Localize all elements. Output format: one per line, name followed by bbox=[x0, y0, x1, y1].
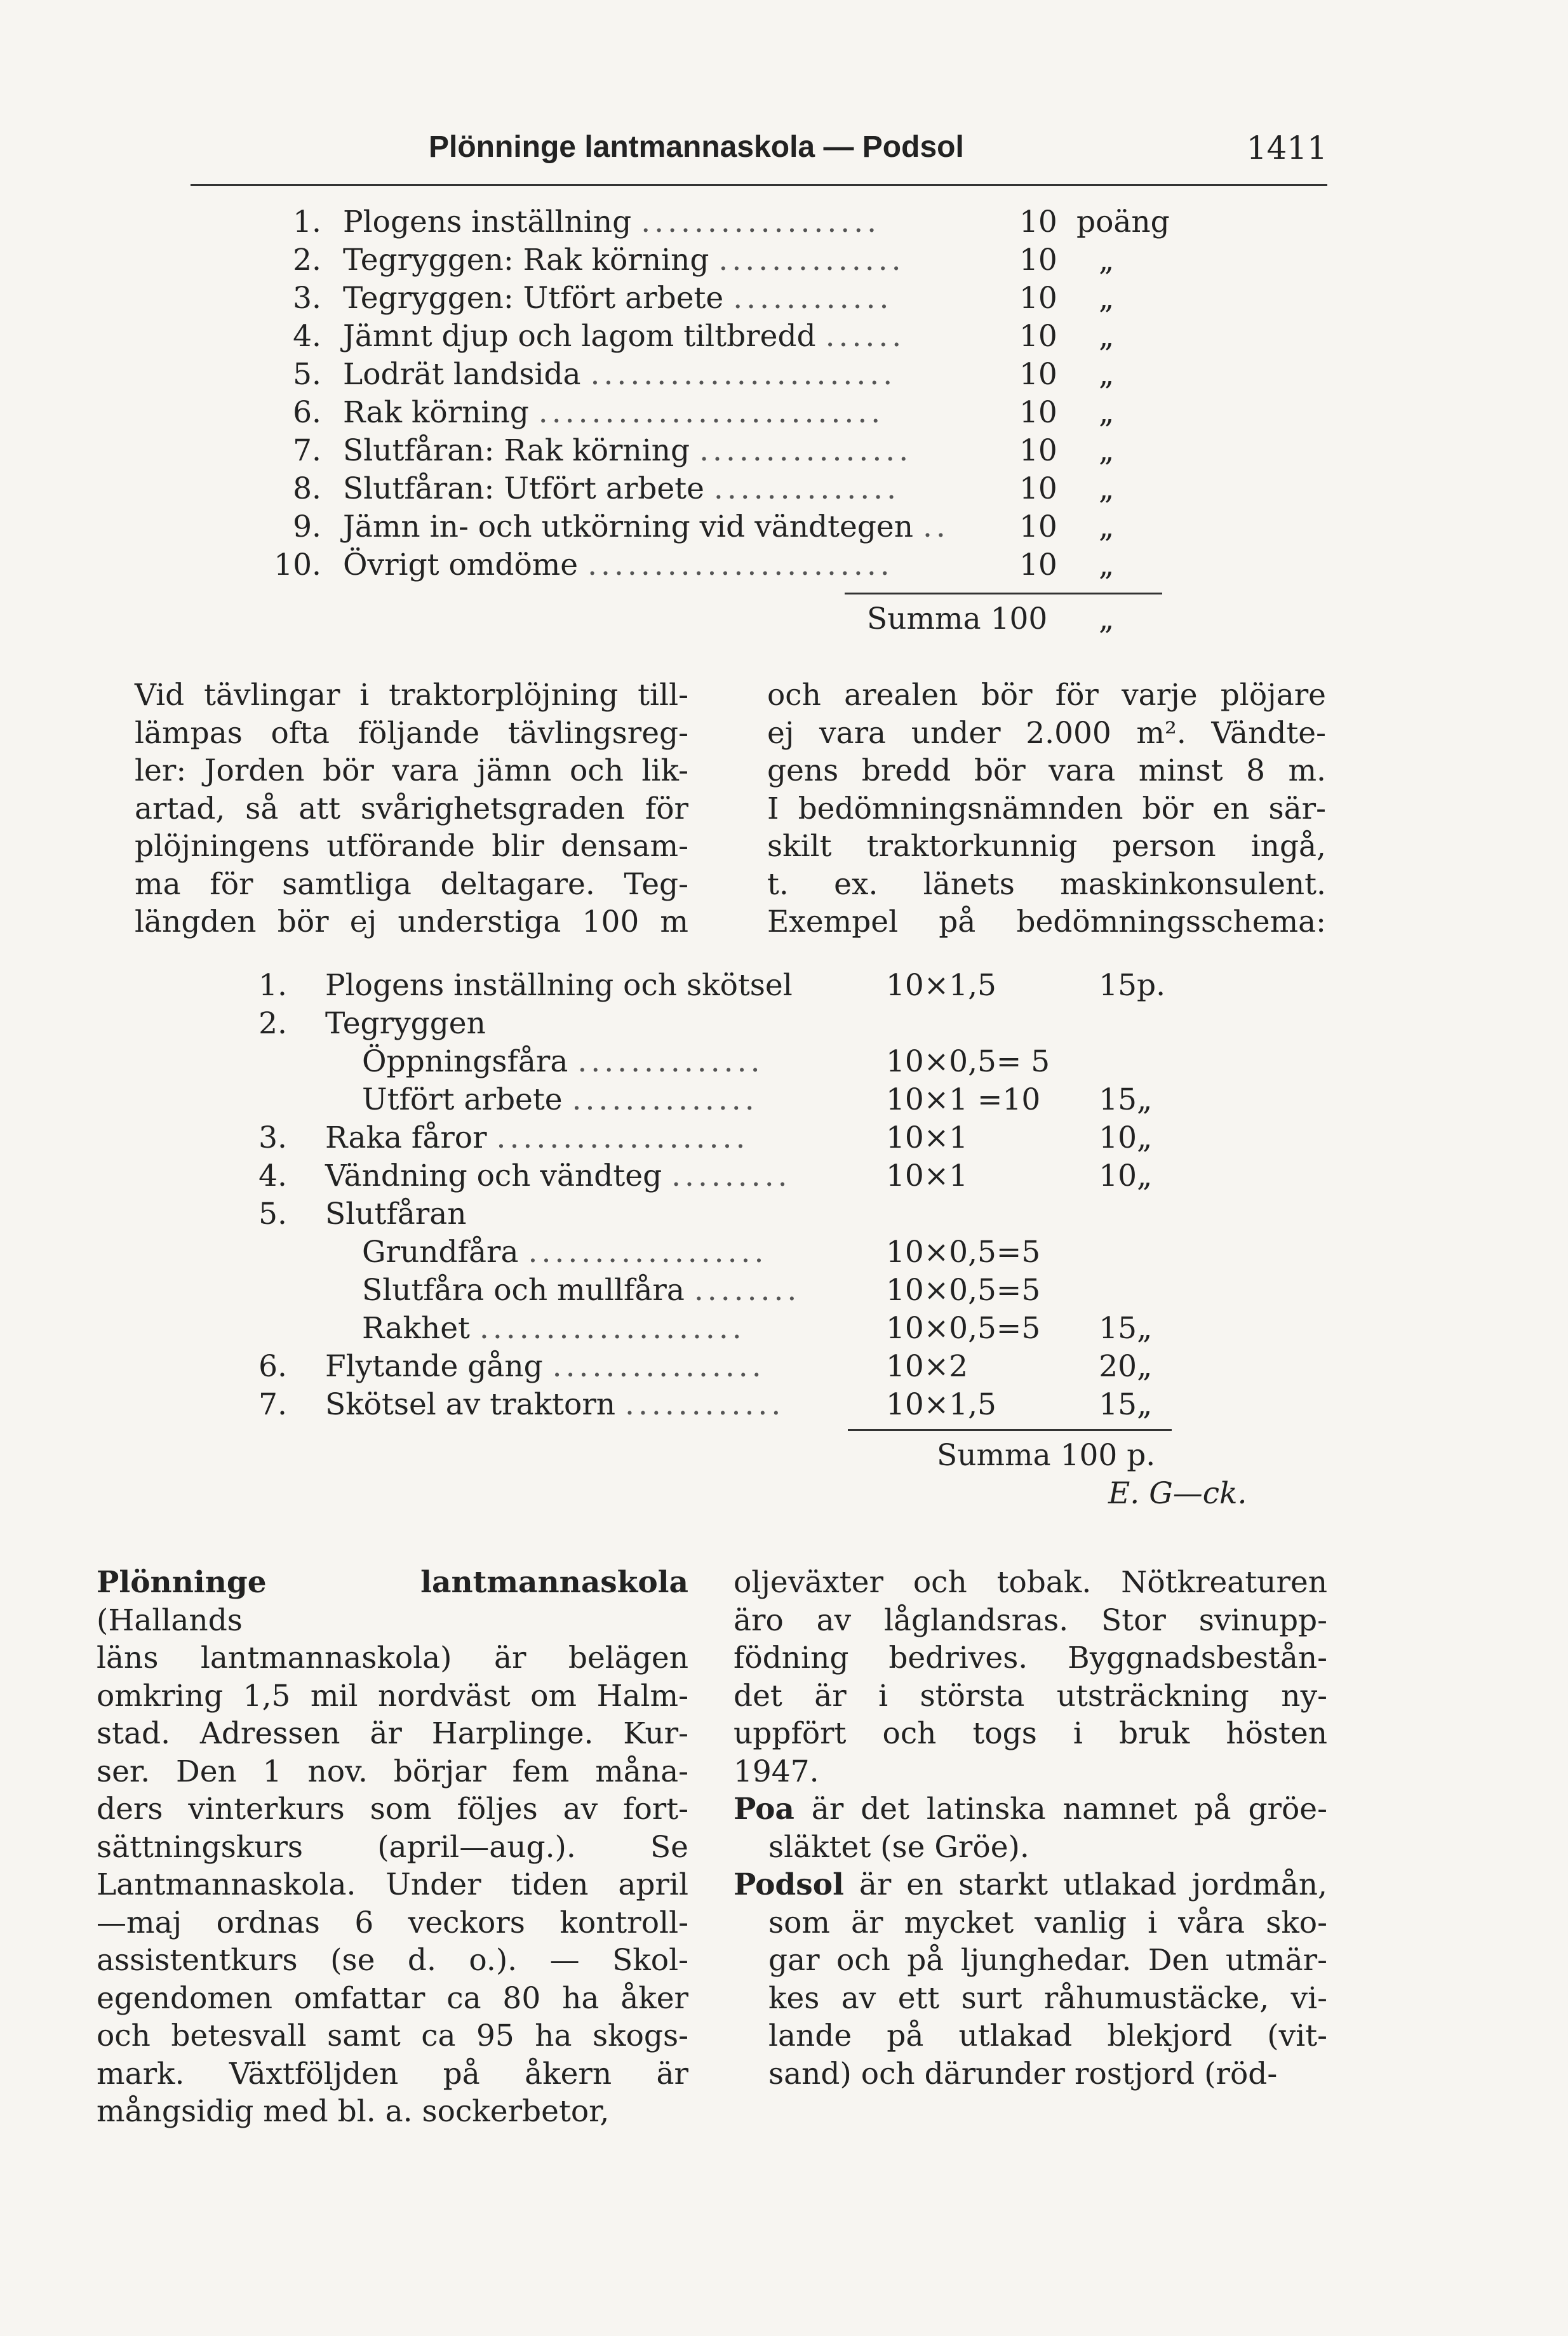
entry-headword: Poa bbox=[734, 1792, 794, 1827]
item-unit: „ bbox=[1137, 1387, 1153, 1422]
item-label bbox=[325, 967, 793, 1005]
item-label-text: Grundfåra bbox=[362, 1235, 519, 1270]
text-segment: stad. Adressen är Harplinge. Kur- bbox=[97, 1716, 688, 1751]
item-label-text: Plogens inställning och skötsel bbox=[325, 968, 793, 1003]
text-line: artad, så att svårighetsgraden för bbox=[135, 791, 688, 826]
sum-label-1: Summa 100 bbox=[867, 601, 1048, 636]
leader-dots: ................ bbox=[699, 433, 913, 468]
item-unit: „ bbox=[1099, 547, 1115, 582]
text-segment: omkring 1,5 mil nordväst om Halm- bbox=[97, 1678, 688, 1714]
text-line bbox=[97, 2093, 688, 2131]
item-label-text: Slutfåran bbox=[325, 1197, 467, 1232]
paragraph-competition-rules-right bbox=[767, 676, 1326, 941]
item-points: 10 bbox=[1019, 433, 1057, 468]
item-label bbox=[362, 1272, 800, 1310]
item-number: 1. bbox=[258, 968, 287, 1003]
item-label-text: Slutfåra och mullfåra bbox=[362, 1273, 685, 1308]
item-label bbox=[325, 1157, 791, 1195]
item-label bbox=[343, 279, 892, 318]
text-line: 1947. bbox=[734, 1754, 819, 1789]
item-number: 1. bbox=[293, 205, 321, 239]
text-line bbox=[97, 2017, 688, 2055]
item-number: 5. bbox=[293, 357, 321, 392]
text-line: det är i största utsträckning ny- bbox=[734, 1678, 1327, 1714]
text-segment: ser. Den 1 nov. börjar fem måna- bbox=[97, 1754, 688, 1789]
leader-dots: .............. bbox=[572, 1082, 758, 1117]
text-line: skilt traktorkunnig person ingå, bbox=[767, 829, 1326, 864]
item-number: 7. bbox=[293, 433, 321, 468]
item-formula: 10×0,5=5 bbox=[886, 1273, 1041, 1308]
text-segment: som är mycket vanlig i våra sko- bbox=[768, 1905, 1327, 1940]
item-label bbox=[362, 1081, 758, 1119]
leader-dots: ....................... bbox=[590, 357, 897, 392]
leader-dots: .......................... bbox=[538, 395, 885, 430]
text-segment: ders vinterkurs som följes av fort- bbox=[97, 1792, 688, 1827]
sum-rule-2 bbox=[848, 1429, 1172, 1431]
item-label bbox=[325, 1348, 765, 1386]
text-line: I bedömningsnämnden bör en sär- bbox=[767, 791, 1326, 826]
text-line bbox=[734, 1904, 1327, 1942]
item-label-text: Skötsel av traktorn bbox=[325, 1387, 616, 1422]
text-line bbox=[734, 2017, 1327, 2055]
item-points: 15 bbox=[1099, 1387, 1137, 1422]
item-points: 15 bbox=[1099, 1311, 1137, 1346]
item-number: 4. bbox=[293, 319, 321, 354]
text-line bbox=[734, 1829, 1327, 1867]
item-points: 10 bbox=[1019, 395, 1057, 430]
item-label bbox=[343, 203, 880, 241]
leader-dots: ................... bbox=[496, 1120, 749, 1155]
item-unit: „ bbox=[1099, 395, 1115, 430]
item-unit: „ bbox=[1137, 1311, 1153, 1346]
leader-dots: ............ bbox=[625, 1387, 785, 1422]
text-line bbox=[97, 1715, 688, 1753]
text-line bbox=[97, 1866, 688, 1904]
text-line bbox=[734, 1866, 1327, 1904]
item-label bbox=[325, 1386, 784, 1424]
item-number: 3. bbox=[293, 281, 321, 316]
item-label-text: Tegryggen: Rak körning bbox=[343, 243, 709, 278]
page-header bbox=[191, 130, 1327, 174]
leader-dots: .............. bbox=[713, 471, 901, 506]
item-number: 5. bbox=[258, 1197, 287, 1232]
text-line bbox=[97, 1564, 688, 1639]
text-segment: Lantmannaskola. Under tiden april bbox=[97, 1867, 688, 1902]
table-row bbox=[241, 1272, 1194, 1310]
item-formula: 10×1 bbox=[886, 1120, 968, 1155]
item-unit: „ bbox=[1099, 471, 1115, 506]
text-line: lämpas ofta följande tävlingsreg- bbox=[135, 715, 688, 751]
table-row bbox=[241, 1310, 1194, 1348]
item-label bbox=[343, 432, 912, 470]
leader-dots: .................... bbox=[479, 1311, 746, 1346]
item-label-text: Utfört arbete bbox=[362, 1082, 563, 1117]
text-segment: lande på utlakad blekjord (vit- bbox=[768, 2018, 1327, 2053]
item-number: 10. bbox=[274, 547, 321, 582]
item-points: 15 bbox=[1099, 1082, 1137, 1117]
item-label-text: Jämnt djup och lagom tiltbredd bbox=[343, 319, 816, 354]
item-label-text: Tegryggen bbox=[325, 1006, 486, 1041]
running-title: Plönninge lantmannaskola — Podsol bbox=[429, 130, 964, 164]
item-label bbox=[343, 546, 894, 584]
item-label bbox=[343, 508, 949, 546]
text-segment: är det latinska namnet på gröe- bbox=[794, 1792, 1327, 1827]
item-points: 10 bbox=[1019, 319, 1057, 354]
item-label-text: Övrigt omdöme bbox=[343, 547, 579, 582]
item-label bbox=[343, 318, 905, 356]
table-row bbox=[260, 241, 1162, 279]
item-label-text: Jämn in- och utkörning vid vändtegen bbox=[343, 509, 914, 544]
leader-dots: .............. bbox=[577, 1044, 764, 1079]
text-segment: och betesvall samt ca 95 ha skogs- bbox=[97, 2018, 688, 2053]
text-line bbox=[97, 1942, 688, 1980]
table-row bbox=[260, 508, 1162, 546]
item-label-text: Slutfåran: Rak körning bbox=[343, 433, 690, 468]
entries-poa-podsol bbox=[734, 1564, 1327, 2093]
text-line bbox=[97, 1639, 688, 1677]
text-line: ma för samtliga deltagare. Teg- bbox=[135, 866, 688, 902]
item-formula: 10×1,5 bbox=[886, 1387, 996, 1422]
text-line bbox=[734, 1980, 1327, 2018]
item-points: 10 bbox=[1019, 205, 1057, 239]
item-number: 7. bbox=[258, 1387, 287, 1422]
item-number: 3. bbox=[258, 1120, 287, 1155]
leader-dots: .. bbox=[922, 509, 949, 544]
item-points: 10 bbox=[1019, 243, 1057, 278]
item-number: 9. bbox=[293, 509, 321, 544]
item-points: 10 bbox=[1019, 547, 1057, 582]
table-row bbox=[260, 356, 1162, 394]
text-segment: läns lantmannaskola) är belägen bbox=[97, 1641, 688, 1675]
item-label-text: Tegryggen: Utfört arbete bbox=[343, 281, 724, 316]
item-label-text: Vändning och vändteg bbox=[325, 1158, 662, 1193]
item-unit: „ bbox=[1137, 1158, 1153, 1193]
leader-dots: ....................... bbox=[587, 547, 894, 582]
table-row bbox=[241, 1081, 1194, 1119]
item-formula: 10×1 bbox=[886, 1158, 968, 1193]
item-formula: 10×0,5=5 bbox=[886, 1235, 1041, 1270]
text-line: födning bedrives. Byggnadsbestån- bbox=[734, 1641, 1327, 1675]
table-row bbox=[241, 1386, 1194, 1424]
text-line: äro av låglandsras. Stor svinupp- bbox=[734, 1602, 1327, 1638]
item-number: 6. bbox=[258, 1349, 287, 1384]
item-formula: 10×1,5 bbox=[886, 968, 996, 1003]
item-label bbox=[343, 241, 905, 279]
entry-headword: Podsol bbox=[734, 1867, 844, 1902]
table-row bbox=[260, 546, 1162, 584]
item-points: 10 bbox=[1099, 1158, 1137, 1193]
text-line: uppfört och togs i bruk hösten bbox=[734, 1716, 1327, 1751]
item-unit: „ bbox=[1137, 1349, 1153, 1384]
item-points: 15 bbox=[1099, 968, 1137, 1003]
item-formula: 10×0,5=5 bbox=[886, 1311, 1041, 1346]
item-formula: 10×2 bbox=[886, 1349, 968, 1384]
text-segment: kes av ett surt råhumustäcke, vi- bbox=[768, 1980, 1327, 2016]
text-line bbox=[734, 2055, 1327, 2093]
text-line bbox=[734, 1790, 1327, 1829]
text-segment: sand) och därunder rostjord (röd- bbox=[768, 2056, 1278, 2091]
item-unit: „ bbox=[1099, 357, 1115, 392]
item-label bbox=[325, 1005, 486, 1043]
text-line bbox=[97, 1790, 688, 1829]
item-formula: 10×1 =10 bbox=[886, 1082, 1041, 1117]
item-label bbox=[362, 1310, 746, 1348]
text-line bbox=[97, 1753, 688, 1791]
item-label bbox=[343, 394, 884, 432]
item-unit: „ bbox=[1099, 509, 1115, 544]
item-label-text: Öppningsfåra bbox=[362, 1044, 568, 1079]
sum-unit-1: „ bbox=[1099, 601, 1115, 636]
text-segment: —maj ordnas 6 veckors kontroll- bbox=[97, 1905, 688, 1940]
text-line: och arealen bör för varje plöjare bbox=[767, 678, 1326, 713]
leader-dots: ......... bbox=[671, 1158, 791, 1193]
header-rule bbox=[191, 184, 1327, 186]
table-row bbox=[260, 279, 1162, 318]
item-unit: poäng bbox=[1076, 205, 1170, 239]
text-line: Exempel på bedömningsschema: bbox=[767, 904, 1326, 939]
text-line: plöjningens utförande blir densam- bbox=[135, 829, 688, 864]
item-formula: 10×0,5= 5 bbox=[886, 1044, 1050, 1079]
table-row bbox=[260, 394, 1162, 432]
text-segment: gar och på ljunghedar. Den utmär- bbox=[768, 1943, 1327, 1978]
text-line: oljeväxter och tobak. Nötkreaturen bbox=[734, 1565, 1327, 1600]
paragraph-competition-rules-left bbox=[135, 676, 688, 941]
item-label bbox=[343, 470, 900, 508]
entry-headword: Plönninge lantmannaskola bbox=[97, 1565, 688, 1600]
item-points: 10 bbox=[1019, 357, 1057, 392]
table-row bbox=[241, 1348, 1194, 1386]
item-number: 4. bbox=[258, 1158, 287, 1193]
item-points: 10 bbox=[1099, 1120, 1137, 1155]
item-label-text: Rakhet bbox=[362, 1311, 470, 1346]
item-label-text: Raka fåror bbox=[325, 1120, 487, 1155]
text-line bbox=[97, 1677, 688, 1715]
table-row bbox=[260, 470, 1162, 508]
scoring-table-1 bbox=[260, 203, 1170, 584]
item-number: 6. bbox=[293, 395, 321, 430]
item-label-text: Slutfåran: Utfört arbete bbox=[343, 471, 704, 506]
table-row bbox=[241, 967, 1194, 1005]
item-number: 8. bbox=[293, 471, 321, 506]
item-unit: „ bbox=[1099, 281, 1115, 316]
leader-dots: ................ bbox=[552, 1349, 765, 1384]
table-row bbox=[241, 1119, 1194, 1157]
text-segment: assistentkurs (se d. o.). — Skol- bbox=[97, 1943, 688, 1978]
text-line bbox=[97, 1904, 688, 1942]
text-line bbox=[97, 2055, 688, 2093]
text-line: gens bredd bör vara minst 8 m. bbox=[767, 753, 1326, 788]
item-unit: „ bbox=[1137, 1120, 1153, 1155]
item-label bbox=[362, 1043, 764, 1081]
item-label-text: Rak körning bbox=[343, 395, 529, 430]
text-segment: egendomen omfattar ca 80 ha åker bbox=[97, 1980, 688, 2016]
leader-dots: .................. bbox=[641, 205, 881, 239]
item-points: 10 bbox=[1019, 509, 1057, 544]
table-row bbox=[241, 1195, 1194, 1233]
text-segment: är en starkt utlakad jordmån, bbox=[843, 1867, 1327, 1902]
table-row bbox=[260, 318, 1162, 356]
text-line bbox=[97, 1829, 688, 1867]
text-segment: sättningskurs (april—aug.). Se bbox=[97, 1829, 688, 1865]
table-row bbox=[260, 432, 1162, 470]
text-segment: mångsidig med bl. a. sockerbetor, bbox=[97, 2094, 610, 2129]
item-label-text: Flytande gång bbox=[325, 1349, 543, 1384]
item-unit: „ bbox=[1137, 1082, 1153, 1117]
sum-label-2: Summa 100 p. bbox=[937, 1438, 1156, 1473]
leader-dots: ............ bbox=[733, 281, 893, 316]
leader-dots: .............. bbox=[718, 243, 905, 278]
text-line: ler: Jorden bör vara jämn och lik- bbox=[135, 753, 688, 788]
table-row bbox=[260, 203, 1170, 241]
leader-dots: .................. bbox=[528, 1235, 768, 1270]
text-segment: mark. Växtföljden på åkern är bbox=[97, 2056, 688, 2091]
item-label-text: Plogens inställning bbox=[343, 205, 632, 239]
text-line: längden bör ej understiga 100 m bbox=[135, 904, 688, 939]
item-label bbox=[343, 356, 896, 394]
page-number: 1411 bbox=[1246, 130, 1327, 166]
item-unit: p. bbox=[1137, 968, 1166, 1003]
table-row bbox=[241, 1043, 1194, 1081]
item-points: 10 bbox=[1019, 471, 1057, 506]
item-unit: „ bbox=[1099, 319, 1115, 354]
item-points: 20 bbox=[1099, 1349, 1137, 1384]
text-line bbox=[734, 1942, 1327, 1980]
leader-dots: ........ bbox=[694, 1273, 801, 1308]
item-unit: „ bbox=[1099, 243, 1115, 278]
item-number: 2. bbox=[258, 1006, 287, 1041]
author-signature: E. G—ck. bbox=[1108, 1476, 1247, 1511]
entry-plonninge bbox=[97, 1564, 688, 2131]
text-line bbox=[97, 1980, 688, 2018]
text-line: t. ex. länets maskinkonsulent. bbox=[767, 866, 1326, 902]
item-label bbox=[362, 1233, 767, 1272]
scoring-table-2 bbox=[241, 967, 1194, 1424]
text-line: Vid tävlingar i traktorplöjning till- bbox=[135, 678, 688, 713]
item-label bbox=[325, 1195, 467, 1233]
text-line: ej vara under 2.000 m². Vändte- bbox=[767, 715, 1326, 751]
leader-dots: ...... bbox=[825, 319, 906, 354]
table-row bbox=[241, 1005, 1194, 1043]
item-number: 2. bbox=[293, 243, 321, 278]
text-segment: (Hallands bbox=[97, 1602, 243, 1638]
table-row bbox=[241, 1233, 1194, 1272]
item-label-text: Lodrät landsida bbox=[343, 357, 581, 392]
item-points: 10 bbox=[1019, 281, 1057, 316]
table-row bbox=[241, 1157, 1194, 1195]
item-unit: „ bbox=[1099, 433, 1115, 468]
text-segment: släktet (se Gröe). bbox=[768, 1829, 1029, 1865]
sum-rule-1 bbox=[845, 593, 1162, 594]
item-label bbox=[325, 1119, 749, 1157]
